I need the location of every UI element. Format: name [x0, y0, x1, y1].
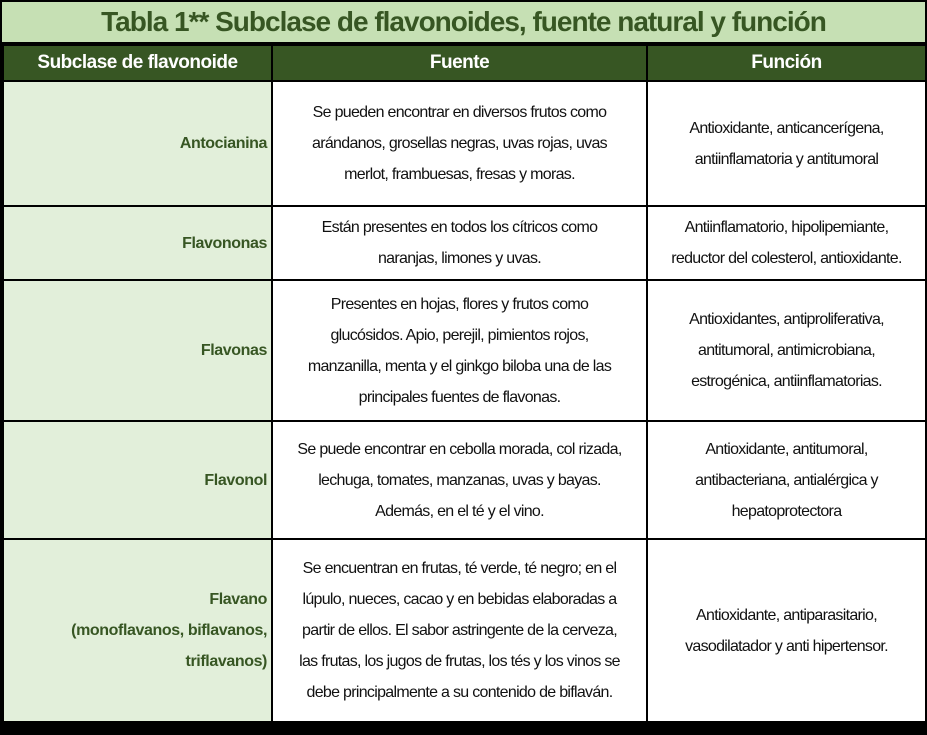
cell-line: Flavonas [200, 342, 267, 359]
cell-line: Antioxidante, antitumoral, [705, 440, 868, 458]
flavonoid-table [2, 44, 927, 723]
cell-line: Se puede encontrar en cebolla morada, col rizada, [297, 440, 622, 458]
fuente-cell [272, 539, 647, 722]
cell-line: debe principalmente a su contenido de biflaván. [306, 684, 613, 701]
cell-line: Flavano [209, 591, 267, 608]
header-fuente: Fuente [272, 45, 647, 81]
subclase-cell [3, 421, 272, 539]
cell-line: Flavonol [204, 471, 267, 489]
subclase-cell [3, 280, 272, 421]
cell-line: antiinflamatoria y antitumoral [694, 150, 879, 168]
header-funcion: Función [647, 45, 926, 81]
cell-line: estrogénica, antiinflamatorias. [691, 373, 882, 390]
cell-line: vasodilatador y anti hipertensor. [685, 637, 888, 655]
table-row [3, 539, 926, 722]
cell-line: lechuga, tomates, manzanas, uvas y bayas. [318, 471, 601, 489]
cell-line: Se encuentran en frutas, té verde, té negro; en el [302, 560, 617, 577]
cell-line: Están presentes en todos los cítricos como [321, 219, 598, 236]
fuente-cell [272, 81, 647, 206]
header-row [3, 45, 926, 81]
subclase-cell [3, 81, 272, 206]
cell-line: Antocianina [179, 135, 267, 152]
cell-line: Se pueden encontrar en diversos frutos como [312, 104, 607, 121]
cell-line: Flavononas [182, 234, 267, 252]
cell-line: antibacteriana, antialérgica y [695, 471, 878, 489]
subclase-cell [3, 539, 272, 722]
funcion-cell [647, 539, 926, 722]
cell-line: Antioxidante, anticancerígena, [689, 119, 884, 137]
cell-line: Antioxidante, antiparasitario, [696, 606, 877, 624]
cell-line: (monoflavanos, biflavanos, [71, 622, 267, 639]
cell-line: Antiinflamatorio, hipolipemiante, [684, 219, 889, 236]
table-row [3, 421, 926, 539]
table-row [3, 81, 926, 206]
header-subclase: Subclase de flavonoide [3, 45, 272, 81]
cell-line: manzanilla, menta y el ginkgo biloba una de las [307, 357, 612, 375]
cell-line: Presentes en hojas, flores y frutos como [330, 295, 589, 313]
table-title: Tabla 1** Subclase de flavonoides, fuente natural y función [2, 2, 925, 42]
cell-line: Además, en el té y el vino. [375, 502, 544, 520]
fuente-cell [272, 280, 647, 421]
funcion-cell [647, 206, 926, 280]
cell-line: glucósidos. Apio, perejil, pimientos rojos, [330, 326, 589, 344]
funcion-cell [647, 280, 926, 421]
cell-line: partir de ellos. El sabor astringente de la cerveza, [302, 622, 617, 639]
cell-line: las frutas, los jugos de frutas, los tés y los vinos se [299, 653, 620, 670]
cell-line: arándanos, grosellas negras, uvas rojas, uvas [312, 135, 607, 152]
fuente-cell [272, 206, 647, 280]
cell-line: merlot, frambuesas, fresas y moras. [344, 166, 575, 183]
table-row [3, 206, 926, 280]
funcion-cell [647, 81, 926, 206]
cell-line: hepatoprotectora [731, 502, 842, 520]
cell-line: Antioxidantes, antiproliferativa, [689, 311, 884, 328]
cell-line: antitumoral, antimicrobiana, [698, 342, 875, 359]
fuente-cell [272, 421, 647, 539]
table-row [3, 280, 926, 421]
cell-line: naranjas, limones y uvas. [377, 250, 542, 267]
cell-line: reductor del colesterol, antioxidante. [671, 250, 902, 267]
cell-line: lúpulo, nueces, cacao y en bebidas elaboradas a [302, 591, 617, 608]
funcion-cell [647, 421, 926, 539]
cell-line: triflavanos) [185, 653, 267, 670]
subclase-cell [3, 206, 272, 280]
cell-line: principales fuentes de flavonas. [358, 388, 561, 406]
